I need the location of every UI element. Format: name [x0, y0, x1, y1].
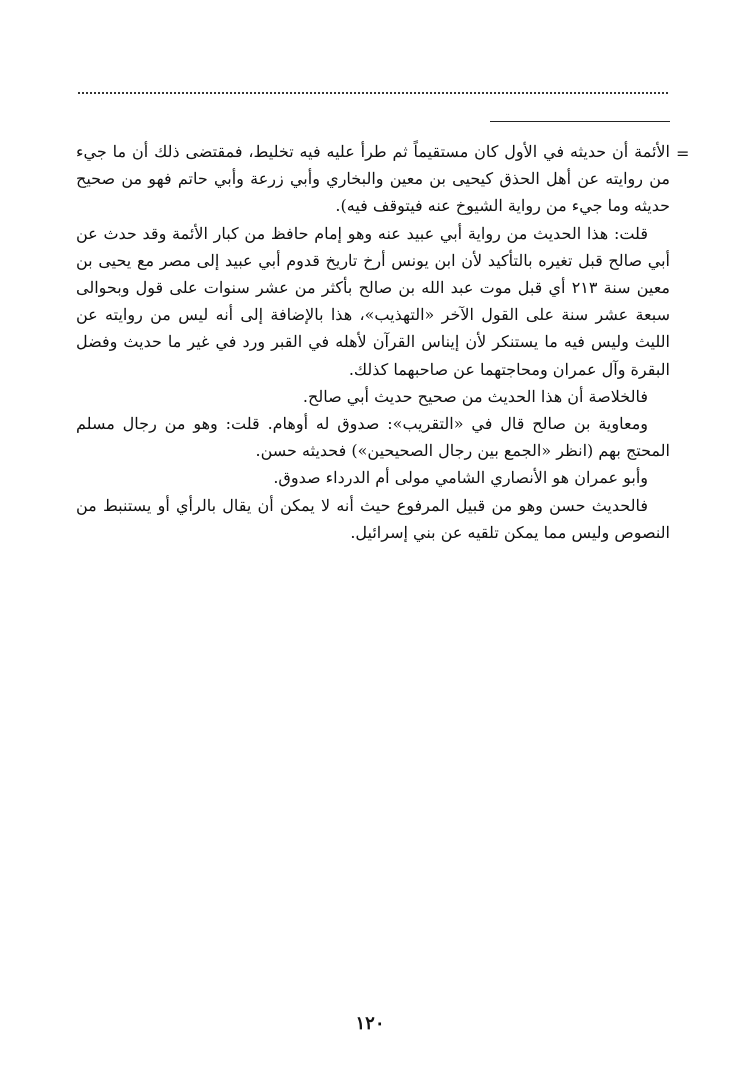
header-dotted-rule: [78, 92, 668, 94]
footnote-separator-rule: [490, 121, 670, 122]
continuation-mark: =: [676, 144, 690, 163]
paragraph-6: فالحديث حسن وهو من قبيل المرفوع حيث أنه لا يمكن أن يقال بالرأي أو يستنبط من النصوص وليس مما يمكن تلقيه عن بني إسرائيل.: [76, 495, 670, 542]
paragraph-3: فالخلاصة أن هذا الحديث من صحيح حديث أبي صالح.: [302, 386, 648, 406]
paragraph-5: وأبو عمران هو الأنصاري الشامي مولى أم الدرداء صدوق.: [273, 468, 648, 488]
page-number: ١٢٠: [355, 1013, 385, 1034]
footnote-text-block: [76, 138, 670, 546]
paragraph-1: الأئمة أن حديثه في الأول كان مستقيماً ثم طرأ عليه فيه تخليط، فمقتضى ذلك أن ما جيء من روايته عن أهل الحذق كيحيى بن معين والبخاري وأبي زرعة وأبي حاتم فهو من صحيح حديثه وما جيء من رواية الشيوخ عنه فيتوقف فيه).: [76, 142, 670, 216]
paragraph-2: قلت: هذا الحديث من رواية أبي عبيد عنه وهو إمام حافظ من كبار الأئمة وقد حدث عن أبي صالح قبل تغيره بالتأكيد لأن ابن يونس أرخ تاريخ قدوم أبي عبيد إلى مصر مع يحيى بن معين سنة ٢١٣ أي قبل موت عبد الله بن صالح بأكثر من عشر سنوات على قول وبحوالى سبعة عشر سنة على القول الآخر «التهذيب»، هذا بالإضافة إلى أنه ليس من روايته عن الليث وليس فيه ما يستنكر لأن إيناس القرآن لأهله في القبر ورد في غير ما حديث وفضل البقرة وآل عمران ومحاجتهما عن صاحبهما كذلك.: [76, 223, 670, 379]
paragraph-4: ومعاوية بن صالح قال في «التقريب»: صدوق له أوهام. قلت: وهو من رجال مسلم المحتج بهم (انظر «الجمع بين رجال الصحيحين») فحديثه حسن.: [76, 414, 670, 461]
